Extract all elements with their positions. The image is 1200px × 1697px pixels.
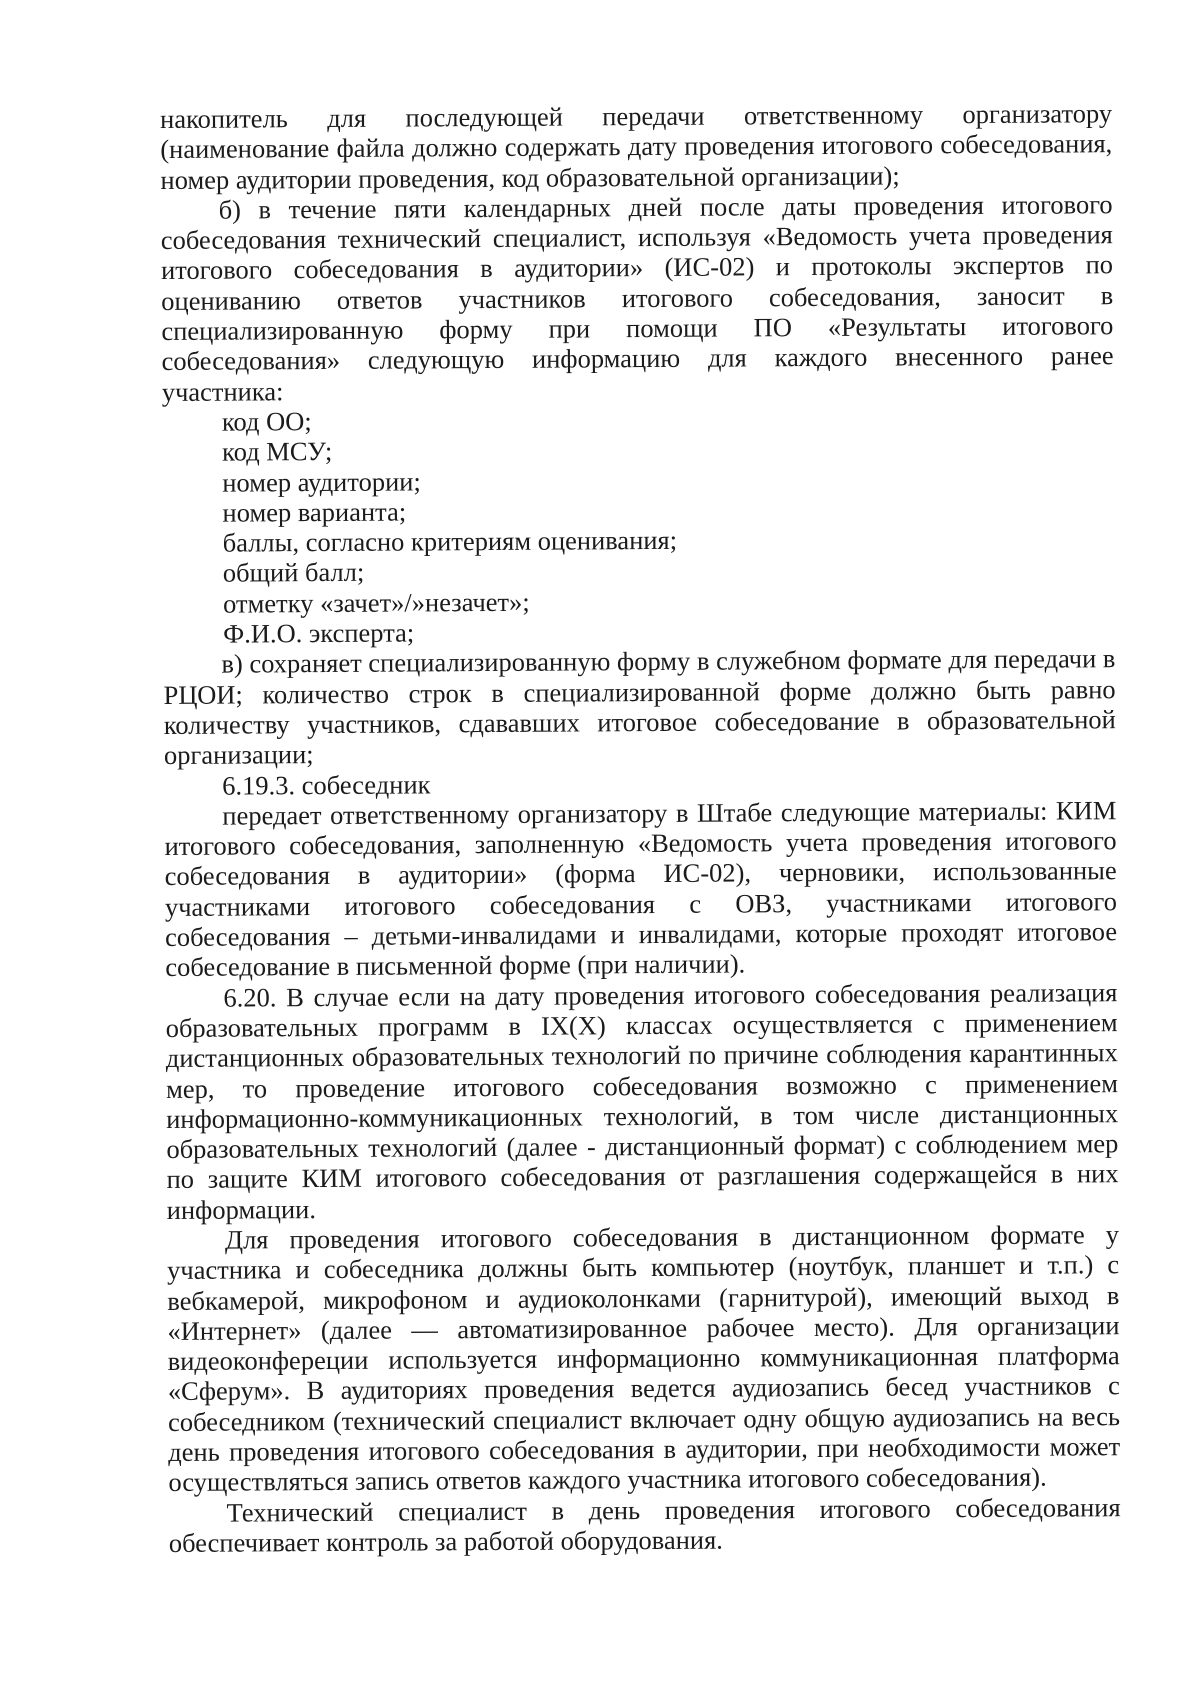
paragraph-technician: Технический специалист в день проведения итогового собеседования обеспечивает контроль за работой оборудования.: [168, 1491, 1121, 1558]
list-item: отметку «зачет»/»незачет»;: [222, 586, 530, 619]
paragraph-remote-format: Для проведения итогового собеседования в дистанционном формате у участника и собеседника должны быть компьютер (ноутбук, планшет и т.п.) с вебкамерой, микрофоном и аудиоколонками (гарнитурой), имеющий выход в «Интернет» (далее — автоматизированное рабочее место). Для организации видеоконфереции используется информационно коммуникационная платформа «Сферум». В аудиториях проведения ведется аудиозапись бесед участников с собеседником (технический специалист включает одну общую аудиозапись на весь день проведения итогового собеседования в аудитории, при необходимости может осуществляться запись ответов каждого участника итогового собеседования).: [167, 1219, 1121, 1498]
list-item: общий балл;: [222, 557, 365, 589]
paragraph-continuation: накопитель для последующей передачи ответственному организатору (наименование файла должно содержать дату проведения итогового собеседования, номер аудитории проведения, код образовательной организации);: [160, 98, 1113, 195]
list-item: номер аудитории;: [222, 465, 421, 498]
paragraph-6-20: 6.20. В случае если на дату проведения итогового собеседования реализация образовательных программ в IX(X) классах осуществляется с применением дистанционных образовательных технологий по причине соблюдения карантинных мер, то проведение итогового собеседования возможно с применением информационно-коммуникационных технологий, в том числе дистанционных образовательных технологий (далее - дистанционный формат) с соблюдением мер по защите КИМ итогового собеседования от разглашения содержащейся в них информации.: [165, 976, 1119, 1225]
paragraph-interlocutor: передает ответственному организатору в Штабе следующие материалы: КИМ итогового собеседования, заполненную «Ведомость учета проведения итогового собеседования в аудитории» (форма ИС-02), черновики, использованные участниками итогового собеседования с ОВЗ, участниками итогового собеседования – детьми-инвалидами и инвалидами, которые проходят итоговое собеседование в письменной форме (при наличии).: [164, 794, 1118, 983]
list-item: Ф.И.О. эксперта;: [223, 617, 415, 649]
paragraph-item-b: б) в течение пяти календарных дней после даты проведения итогового собеседования технический специалист, используя «Ведомость учета проведения итогового собеседования в аудитории» (ИС-02) и протоколы экспертов по оцениванию ответов участников итогового собеседования, заносит в специализированную форму при помощи ПО «Результаты итогового собеседования» следующую информацию для каждого внесенного ранее участника:: [160, 189, 1114, 407]
list-item: баллы, согласно критериям оценивания;: [222, 525, 678, 558]
paragraph-item-v: в) сохраняет специализированную форму в служебном формате для передачи в РЦОИ; количество строк в специализированной форме должно быть равно количеству участников, сдававших итоговое собеседование в образовательной организации;: [163, 643, 1116, 771]
document-body: [160, 98, 1121, 1558]
section-heading-6-19-3: 6.19.3. собеседник: [222, 768, 431, 801]
list-item: код МСУ;: [222, 436, 333, 467]
list-item: код ОО;: [221, 406, 312, 437]
list-item: номер варианта;: [222, 496, 407, 528]
